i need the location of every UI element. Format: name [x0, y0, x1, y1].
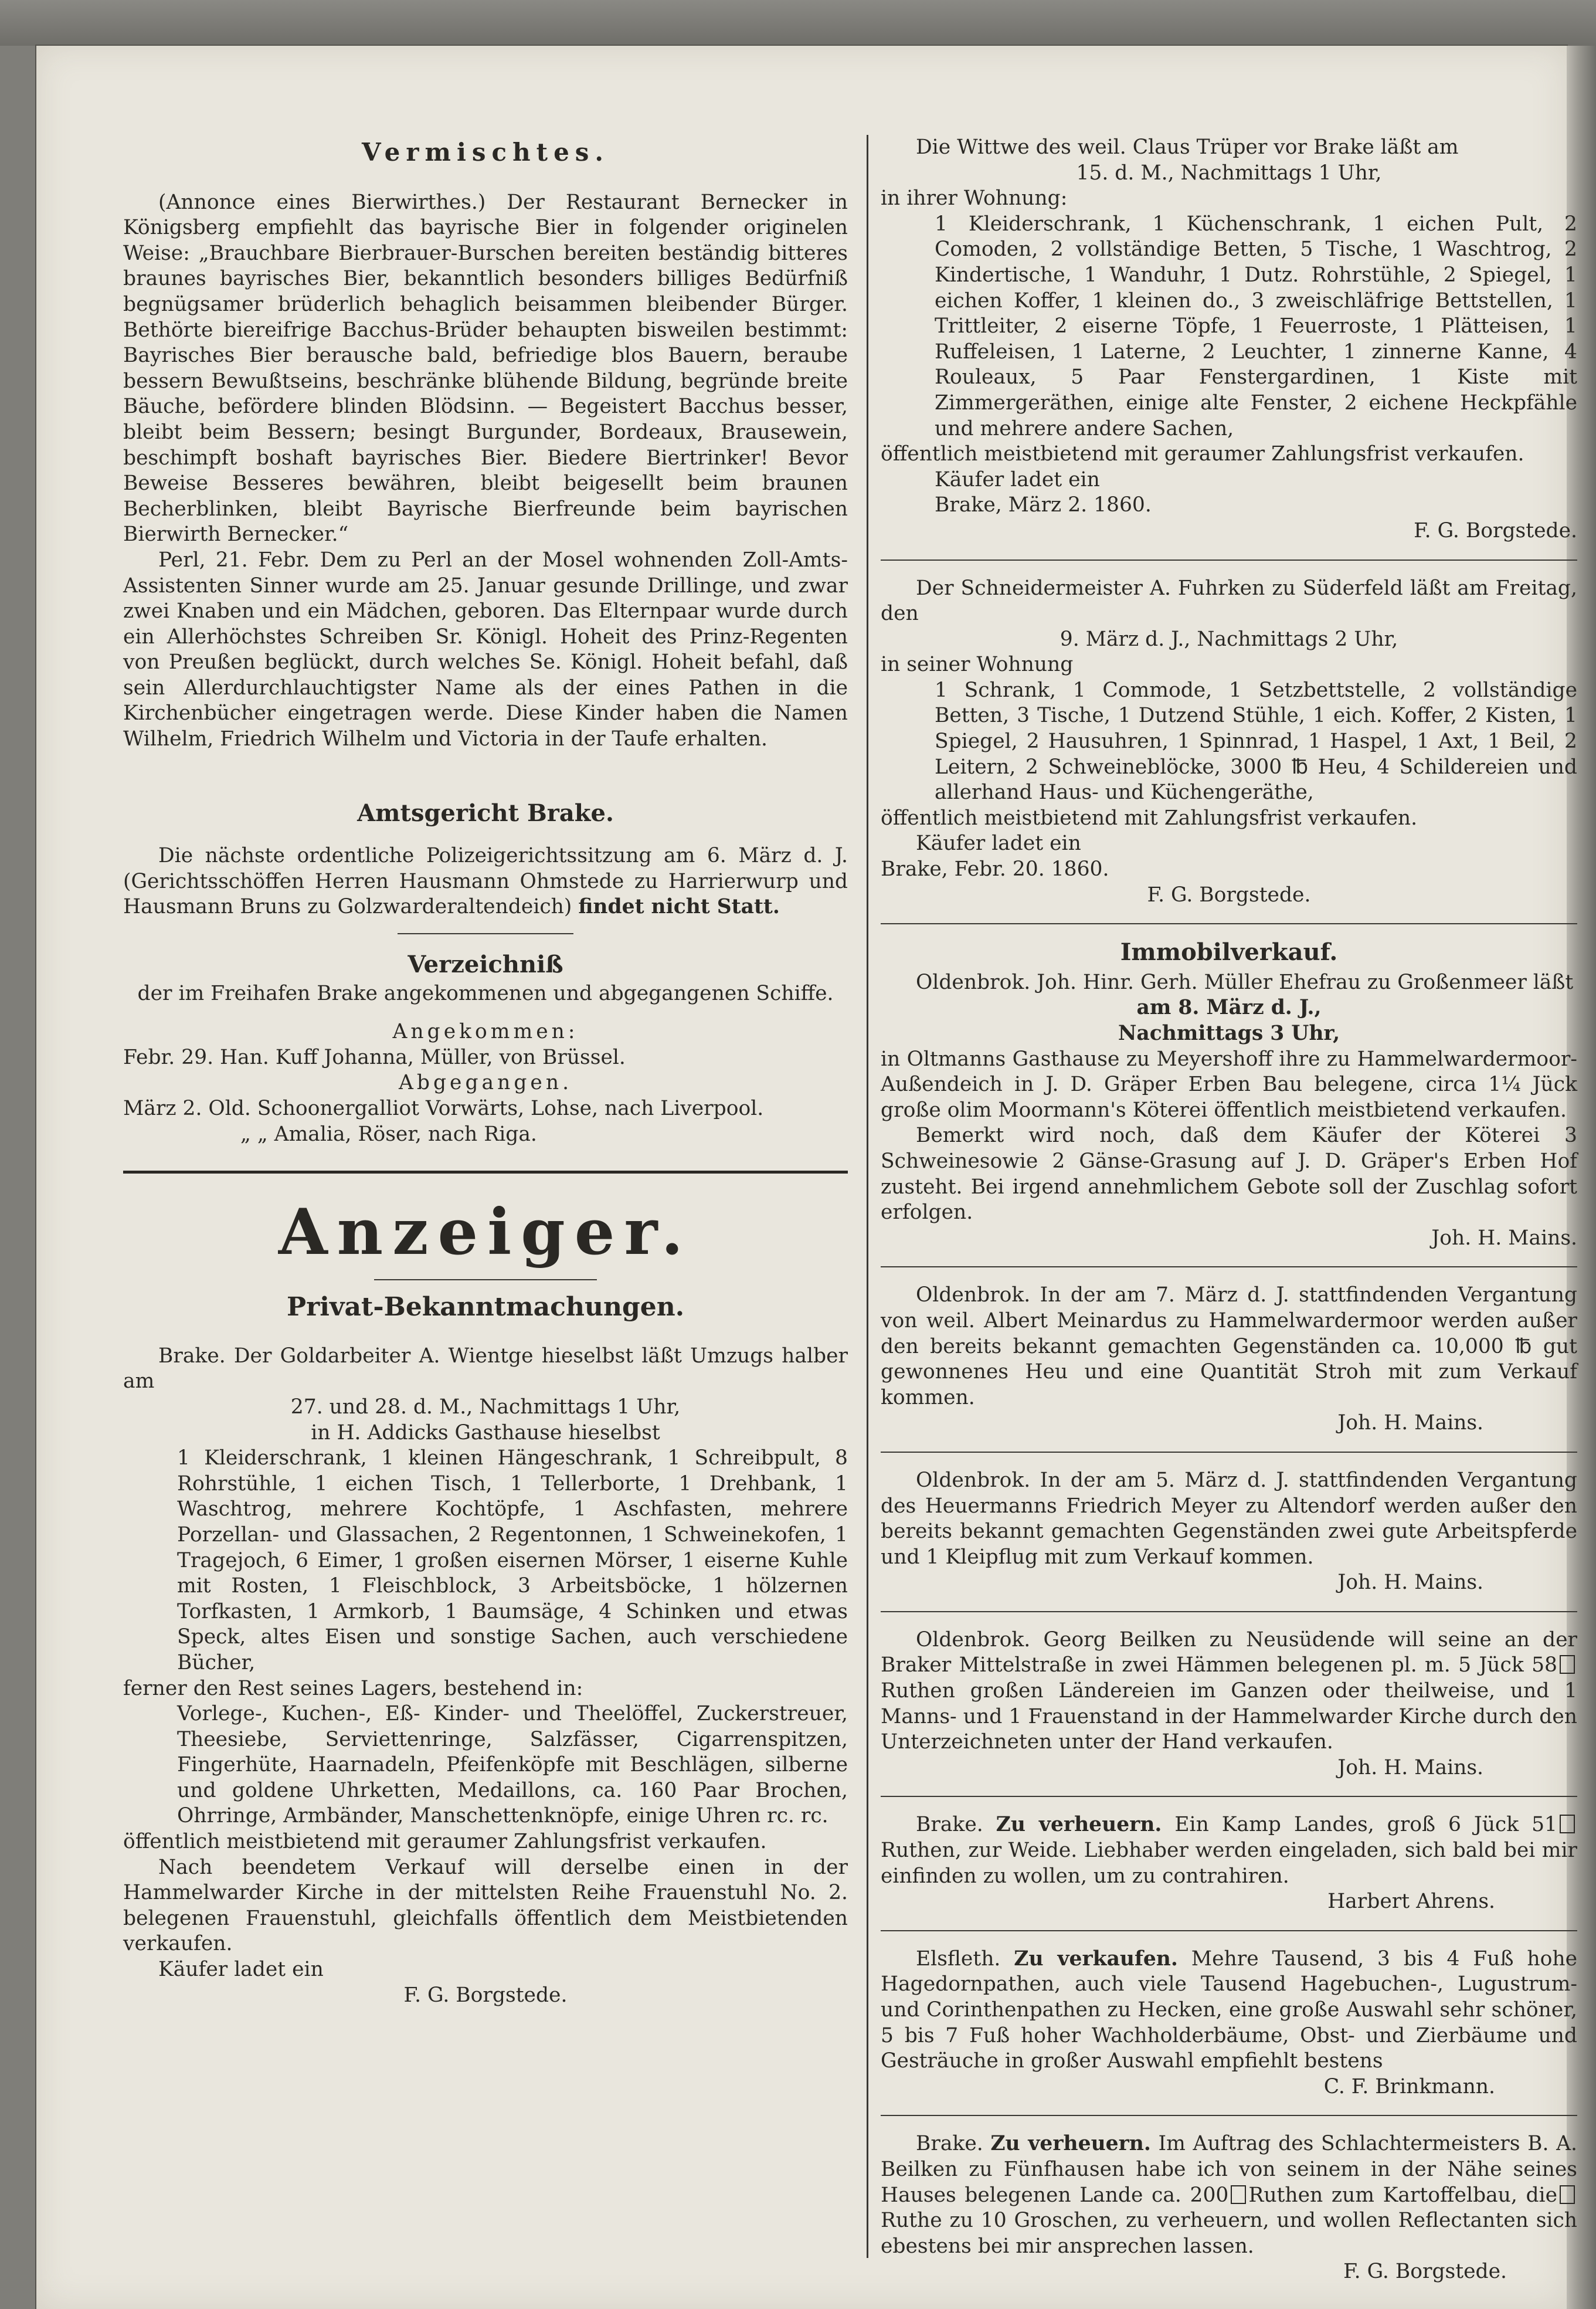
square-symbol	[1560, 1815, 1575, 1833]
ahrens-heading: Zu verheuern.	[996, 1813, 1162, 1837]
trueper-kaeufer: Käufer ladet ein	[935, 467, 1100, 491]
divider-thick	[123, 1171, 848, 1174]
trueper-sale: öffentlich meistbietend mit geraumer Zahlungsfrist verkaufen.	[881, 442, 1524, 466]
anzeiger-heading: Anzeiger.	[278, 1195, 693, 1270]
immobil-intro: Oldenbrok. Joh. Hinr. Gerh. Müller Ehefrau zu Großenmeer läßt	[916, 970, 1574, 994]
schlachter-place: Brake.	[916, 2132, 983, 2156]
vermischtes-heading: Vermischtes.	[361, 138, 610, 167]
right-column	[881, 76, 1577, 2285]
divider-anzeiger	[374, 1279, 597, 1280]
fuhrken-where: in seiner Wohnung	[881, 653, 1074, 677]
ahrens-signature: Harbert Ahrens.	[1327, 1890, 1495, 1914]
schlachter-notice	[881, 2131, 1577, 2259]
ahrens-place: Brake.	[916, 1813, 983, 1837]
verzeichniss-heading: Verzeichniß	[408, 951, 563, 979]
perl-article: Perl, 21. Febr. Dem zu Perl an der Mosel wohnenden Zoll-Amts-Assistenten Sinner wurde am 25. Januar gesunde Drillinge, und zwar zwei Knaben und ein Mädchen, geboren. Das Elternpaar wurde durch ein Allerhöchstes Schreiben Sr. Königl. Hoheit des Prinz-Regenten von Preußen beglückt, durch welches Se. Königl. Hoheit befahl, daß sein Allerdurchlauchtigster Name als der eines Pathen in die Kirchenbücher eingetragen werde. Diese Kinder haben die Namen Wilhelm, Friedrich Wilhelm und Victoria in der Taufe erhalten.	[123, 548, 848, 751]
amtsgericht-notice	[123, 843, 848, 920]
left-column	[123, 76, 848, 2008]
brinkmann-heading: Zu verkaufen.	[1014, 1947, 1178, 1971]
meyer-notice: Oldenbrok. In der am 5. März d. J. stattfindenden Vergantung des Heuermanns Friedrich Meyer zu Altendorf werden außer den bereits bekannt gemachten Gegenständen zwei gute Arbeitspferde und 1 Kleipflug mit zum Verkauf kommen.	[881, 1468, 1577, 1569]
wientge-after: Nach beendetem Verkauf will derselbe einen in der Hammelwarder Kirche in der mittelsten Reihe Frauenstuhl No. 2. belegenen Frauenstuhl, gleichfalls öffentlich dem Meistbietenden verkaufen.	[123, 1855, 848, 1956]
brinkmann-signature: C. F. Brinkmann.	[1323, 2074, 1495, 2098]
divider-7	[881, 1930, 1577, 1931]
trueper-place: Brake, März 2. 1860.	[935, 493, 1152, 517]
divider-short	[398, 933, 573, 934]
fuhrken-place: Brake, Febr. 20. 1860.	[881, 857, 1109, 881]
fuhrken-intro: Der Schneidermeister A. Fuhrken zu Süderfeld läßt am Freitag, den	[881, 576, 1577, 626]
immobil-note: Bemerkt wird noch, daß dem Käufer der Köterei 3 Schweinesowie 2 Gänse-Grasung auf J. D. Gräper's Erben Hof zusteht. Bei irgend annehmlichem Gebote soll der Zuschlag sofort erfolgen.	[881, 1124, 1577, 1225]
amtsgericht-heading: Amtsgericht Brake.	[357, 799, 614, 827]
immobil-body: in Oltmanns Gasthause zu Meyershoff ihre zu Hammelwardermoor-Außendeich in J. D. Gräper Erben Bau belegene, circa 1¼ Jück große olim Moormann's Köterei öffentlich meistbietend verkaufen.	[881, 1047, 1577, 1122]
verzeichniss-subtitle: der im Freihafen Brake angekommenen und abgegangenen Schiffe.	[137, 981, 834, 1005]
meinardus-notice: Oldenbrok. In der am 7. März d. J. stattfindenden Vergantung von weil. Albert Meinardus zu Hammelwardermoor werden außer den bereits bekannt gemachten Gegenständen ca. 10,000 ℔ gut gewonnenes Heu und eine Quantität Stroh mit zum Verkauf kommen.	[881, 1283, 1577, 1409]
abgegangen-label: Abgegangen.	[398, 1071, 573, 1095]
amtsgericht-text: Die nächste ordentliche Polizeigerichtssitzung am 6. März d. J. (Gerichtsschöffen Herren Hausmann Ohmstede zu Harrierwurp und Hausmann Bruns zu Golzwarderaltendeich)	[123, 844, 848, 919]
privat-heading: Privat-Bekanntmachungen.	[286, 1292, 685, 1323]
wientge-signature: F. G. Borgstede.	[403, 1983, 568, 2007]
wientge-sale: öffentlich meistbietend mit geraumer Zahlungsfrist verkaufen.	[123, 1830, 767, 1854]
brinkmann-notice	[881, 1947, 1577, 2074]
angekommen-label: Angekommen:	[392, 1020, 579, 1044]
angekommen-entry: Febr. 29. Han. Kuff Johanna, Müller, von Brüssel.	[123, 1045, 626, 1069]
fuhrken-items: 1 Schrank, 1 Commode, 1 Setzbettstelle, 2 vollständige Betten, 3 Tische, 1 Dutzend Stühle, 1 eich. Koffer, 2 Kisten, 1 Spiegel, 2 Hausuhren, 1 Spinnrad, 1 Haspel, 1 Axt, 1 Beil, 2 Leitern, 2 Schweineblöcke, 3000 ℔ Heu, 4 Schildereien und allerhand Haus- und Küchengeräthe,	[935, 678, 1577, 805]
square-symbol	[1560, 2185, 1575, 2204]
ahrens-notice	[881, 1812, 1577, 1889]
beilken-notice	[881, 1628, 1577, 1755]
schlachter-heading: Zu verheuern.	[990, 2132, 1151, 2156]
wientge-kaeufer: Käufer ladet ein	[158, 1958, 324, 1982]
wientge-lager: Vorlege-, Kuchen-, Eß- Kinder- und Theelöffel, Zuckerstreuer, Theesiebe, Serviettenringe, Salzfässer, Cigarrenspitzen, Fingerhüte, Haarnadeln, Pfeifenköpfe mit Beschlägen, silberne und goldene Uhrketten, Medaillons, ca. 160 Paar Brochen, Ohrringe, Armbänder, Manschettenknöpfe, einige Uhren rc. rc.	[177, 1702, 848, 1828]
brinkmann-text: Mehre Tausend, 3 bis 4 Fuß hohe Hagedornpathen, auch viele Tausend Hagebuchen-, Lugustrum- und Corinthenpathen zu Hecken, eine große Auswahl sehr schöner, 5 bis 7 Fuß hoher Wachholderbäume, Obst- und Zierbäume und Gesträuche in großer Auswahl empfiehlt bestens	[881, 1947, 1577, 2073]
beilken-text-1: Oldenbrok. Georg Beilken zu Neusüdende will seine an der Braker Mittelstraße in zwei Hämmen belegenen pl. m. 5 Jück 58	[881, 1628, 1577, 1677]
beilken-text-2: Ruthen großen Ländereien im Ganzen oder theilweise, und 1 Manns- und 1 Frauenstand in der Hammelwarder Kirche durch den Unterzeichneten unter der Hand verkaufen.	[881, 1679, 1577, 1754]
amtsgericht-bold: findet nicht Statt.	[578, 895, 780, 919]
abgegangen-entry-2: „ „ Amalia, Röser, nach Riga.	[240, 1122, 537, 1146]
wientge-date: 27. und 28. d. M., Nachmittags 1 Uhr,	[290, 1395, 681, 1419]
divider-2	[881, 923, 1577, 924]
immobil-date-1: am 8. März d. J.,	[1136, 996, 1322, 1020]
schlachter-text-2: Ruthen zum Kartoffelbau, die	[1248, 2183, 1557, 2207]
column-divider	[867, 135, 868, 2258]
fuhrken-sale: öffentlich meistbietend mit Zahlungsfrist verkaufen.	[881, 806, 1418, 830]
trueper-intro: Die Wittwe des weil. Claus Trüper vor Brake läßt am	[916, 135, 1459, 159]
fuhrken-date: 9. März d. J., Nachmittags 2 Uhr,	[1060, 627, 1398, 651]
trueper-date: 15. d. M., Nachmittags 1 Uhr,	[1076, 161, 1382, 185]
meinardus-signature: Joh. H. Mains.	[1337, 1411, 1483, 1435]
fuhrken-kaeufer: Käufer ladet ein	[916, 832, 1081, 856]
schlachter-text-1: Im Auftrag des Schlachtermeisters B. A. Beilken zu Fünfhausen habe ich von seinem in der Nähe seines Hauses belegenen Lande ca. 200	[881, 2132, 1577, 2207]
wientge-intro: Brake. Der Goldarbeiter A. Wientge hieselbst läßt Umzugs halber am	[123, 1344, 848, 1393]
wientge-rest: ferner den Rest seines Lagers, bestehend in:	[123, 1676, 583, 1700]
ahrens-text-2: Ruthen, zur Weide. Liebhaber werden eingeladen, sich bald bei mir einfinden zu wollen, um zu contrahiren.	[881, 1839, 1577, 1888]
trueper-signature: F. G. Borgstede.	[1414, 518, 1577, 543]
divider-4	[881, 1452, 1577, 1453]
immobil-date-2: Nachmittags 3 Uhr,	[1118, 1022, 1340, 1045]
square-symbol	[1560, 1655, 1575, 1674]
immobil-heading: Immobilverkauf.	[1120, 938, 1338, 967]
ahrens-text-1: Ein Kamp Landes, groß 6 Jück 51	[1174, 1813, 1557, 1837]
wientge-place: in H. Addicks Gasthause hieselbst	[311, 1420, 660, 1445]
trueper-where: in ihrer Wohnung:	[881, 187, 1068, 211]
meyer-signature: Joh. H. Mains.	[1337, 1571, 1483, 1595]
divider-1	[881, 560, 1577, 561]
fuhrken-signature: F. G. Borgstede.	[1147, 883, 1311, 907]
schlachter-text-3: Ruthe zu 10 Groschen, zu verheuern, und wollen Reflectanten sich ebestens bei mir ansprechen lassen.	[881, 2209, 1577, 2258]
square-symbol	[1231, 2185, 1246, 2204]
divider-6	[881, 1796, 1577, 1797]
schlachter-signature: F. G. Borgstede.	[1343, 2260, 1507, 2284]
wientge-items: 1 Kleiderschrank, 1 kleinen Hängeschrank, 1 Schreibpult, 8 Rohrstühle, 1 eichen Tisch, 1 Tellerborte, 1 Drehbank, 1 Waschtrog, mehrere Kochtöpfe, 1 Aschfasten, mehrere Porzellan- und Glassachen, 2 Regentonnen, 1 Schweinekofen, 1 Tragejoch, 6 Eimer, 1 großen eisernen Mörser, 1 eiserne Kuhle mit Rosten, 1 Fleischblock, 3 Arbeitsböcke, 1 hölzernen Torfkasten, 1 Armkorb, 1 Baumsäge, 4 Schinken und etwas Speck, altes Eisen und sonstige Sachen, auch verschiedene Bücher,	[177, 1446, 848, 1674]
beilken-signature: Joh. H. Mains.	[1337, 1755, 1483, 1779]
brinkmann-place: Elsfleth.	[916, 1947, 1001, 1971]
immobil-signature: Joh. H. Mains.	[1431, 1226, 1577, 1250]
trueper-items: 1 Kleiderschrank, 1 Küchenschrank, 1 eichen Pult, 2 Comoden, 2 vollständige Betten, 5 Tische, 1 Waschtrog, 2 Kindertische, 1 Wanduhr, 1 Dutz. Rohrstühle, 2 Spiegel, 1 eichen Koffer, 1 kleinen do., 3 zweischläfrige Bettstellen, 1 Trittleiter, 2 eiserne Töpfe, 1 Feuerroste, 1 Plätteisen, 1 Ruffeleisen, 1 Laterne, 2 Leuchter, 1 zinnerne Kanne, 4 Rouleaux, 5 Paar Fenstergardinen, 1 Kiste mit Zimmergeräthen, einige alte Fenster, 2 eichene Heckpfähle und mehrere andere Sachen,	[935, 212, 1577, 440]
bierwirth-article: (Annonce eines Bierwirthes.) Der Restaurant Bernecker in Königsberg empfiehlt das bayrische Bier in folgender originelen Weise: „Brauchbare Bierbrauer-Burschen bereiten beständig bitteres braunes bayrisches Bier, bekanntlich besonders billiges Bedürfniß begnügsamer brüderlich behaglich beisammen bleibender Bürger. Bethörte biereifrige Bacchus-Brüder behaupten bisweilen bestimmt: Bayrisches Bier berausche bald, befriedige blos Bauern, beraube bessern Bewußtseins, beschränke blühende Bildung, begründe breite Bäuche, befördere blinden Blödsinn. — Begeistert Bacchus besser, bleibt beim Bessern; besingt Burgunder, Bordeaux, Brausewein, beschimpft boshaft bayrisches Bier. Biedere Biertrinker! Bevor Beweise Besseres bewähren, bleibt beigesellt beim braunen Becherblinken, bleibt Bayrische Bierfreunde beim bayrischen Bierwirth Bernecker.“	[123, 190, 848, 547]
abgegangen-entry-1: März 2. Old. Schoonergalliot Vorwärts, Lohse, nach Liverpool.	[123, 1097, 764, 1120]
divider-3	[881, 1266, 1577, 1267]
scan-background-top	[0, 0, 1596, 46]
divider-8	[881, 2115, 1577, 2116]
divider-5	[881, 1611, 1577, 1612]
